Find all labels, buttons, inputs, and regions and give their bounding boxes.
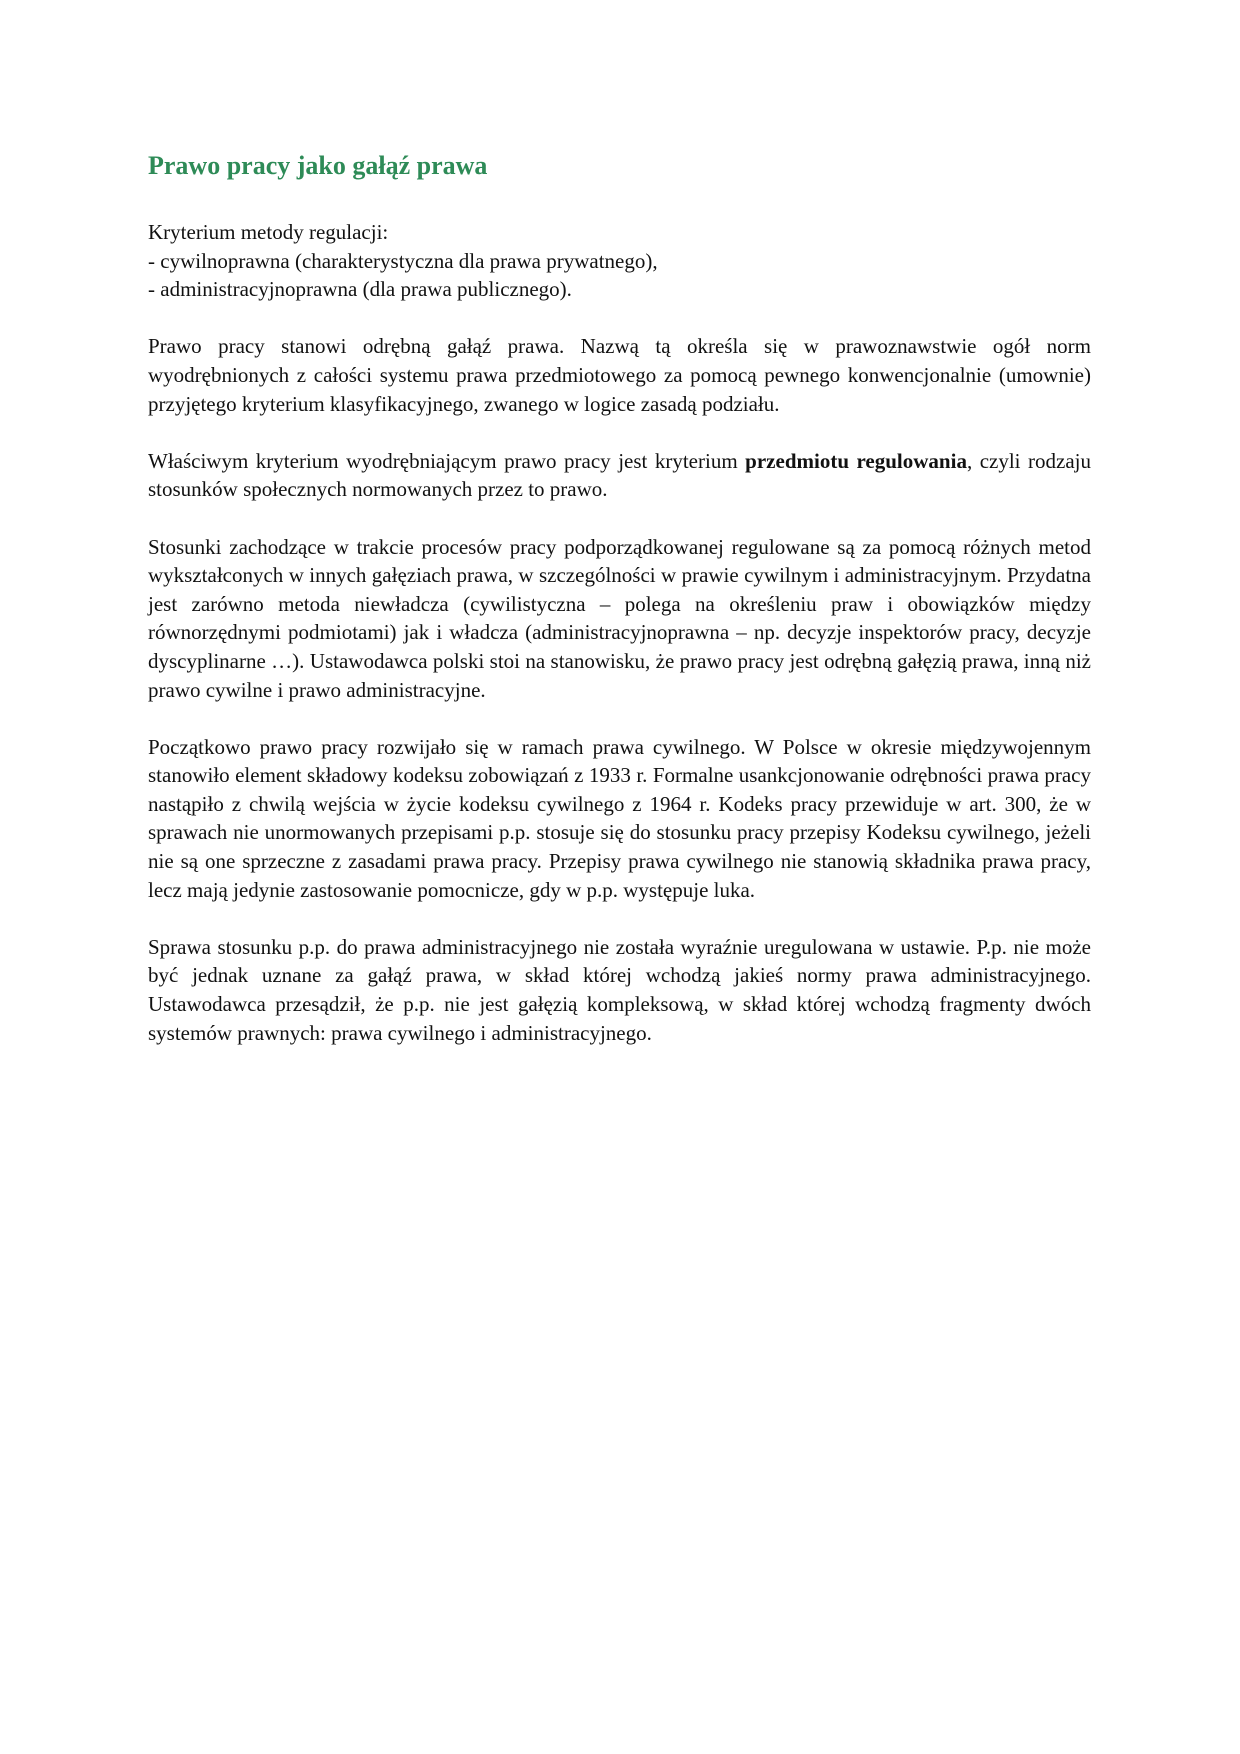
paragraph-text: , czyli rodzaju stosunków społecznych normowanych przez to prawo. [148,448,1091,502]
emphasis-text: przedmiotu regulowania [745,448,967,473]
document-title: Prawo pracy jako gałąź prawa [148,151,488,180]
criteria-item: - cywilnoprawna (charakterystyczna dla prawa prywatnego), [148,248,658,273]
criteria-heading: Kryterium metody regulacji: [148,220,389,244]
criteria-block [148,218,1091,304]
criteria-item: - administracyjnoprawna (dla prawa publicznego). [148,277,572,302]
paragraph: Początkowo prawo pracy rozwijało się w ramach prawa cywilnego. W Polsce w okresie międzywojennym stanowiło element składowy kodeksu zobowiązań z 1933 r. Formalne usankcjonowanie odrębności prawa pracy nastąpiło z chwilą wejścia w życie kodeksu cywilnego z 1964 r. Kodeks pracy przewiduje w art. 300, że w sprawach nie unormowanych przepisami p.p. stosuje się do stosunku pracy przepisy Kodeksu cywilnego, jeżeli nie są one sprzeczne z zasadami prawa pracy. Przepisy prawa cywilnego nie stanowią składnika prawa pracy, lecz mają jedynie zastosowanie pomocnicze, gdy w p.p. występuje luka. [148,734,1091,902]
paragraph: Sprawa stosunku p.p. do prawa administracyjnego nie została wyraźnie uregulowana w ustawie. P.p. nie może być jednak uznane za gałąź prawa, w skład której wchodzą jakieś normy prawa administracyjnego. Ustawodawca przesądził, że p.p. nie jest gałęzią kompleksową, w skład której wchodzą fragmenty dwóch systemów prawnych: prawa cywilnego i administracyjnego. [148,934,1091,1045]
paragraph: Stosunki zachodzące w trakcie procesów pracy podporządkowanej regulowane są za pomocą różnych metod wykształconych w innych gałęziach prawa, w szczególności w prawie cywilnym i administracyjnym. Przydatna jest zarówno metoda niewładcza (cywilistyczna – polega na określeniu praw i obowiązków między równorzędnymi podmiotami) jak i władcza (administracyjnoprawna – np. decyzje inspektorów pracy, decyzje dyscyplinarne …). Ustawodawca polski stoi na stanowisku, że prawo pracy jest odrębną gałęzią prawa, inną niż prawo cywilne i prawo administracyjne. [148,534,1091,702]
document-page [148,148,1091,1076]
paragraph-text: Właściwym kryterium wyodrębniającym prawo pracy jest kryterium [148,448,746,473]
paragraph-with-emphasis [148,447,1091,504]
paragraph: Prawo pracy stanowi odrębną gałąź prawa. Nazwą tą określa się w prawoznawstwie ogół norm wyodrębnionych z całości systemu prawa przedmiotowego za pomocą pewnego konwencjonalnie (umownie) przyjętego kryterium klasyfikacyjnego, zwanego w logice zasadą podziału. [148,334,1091,416]
